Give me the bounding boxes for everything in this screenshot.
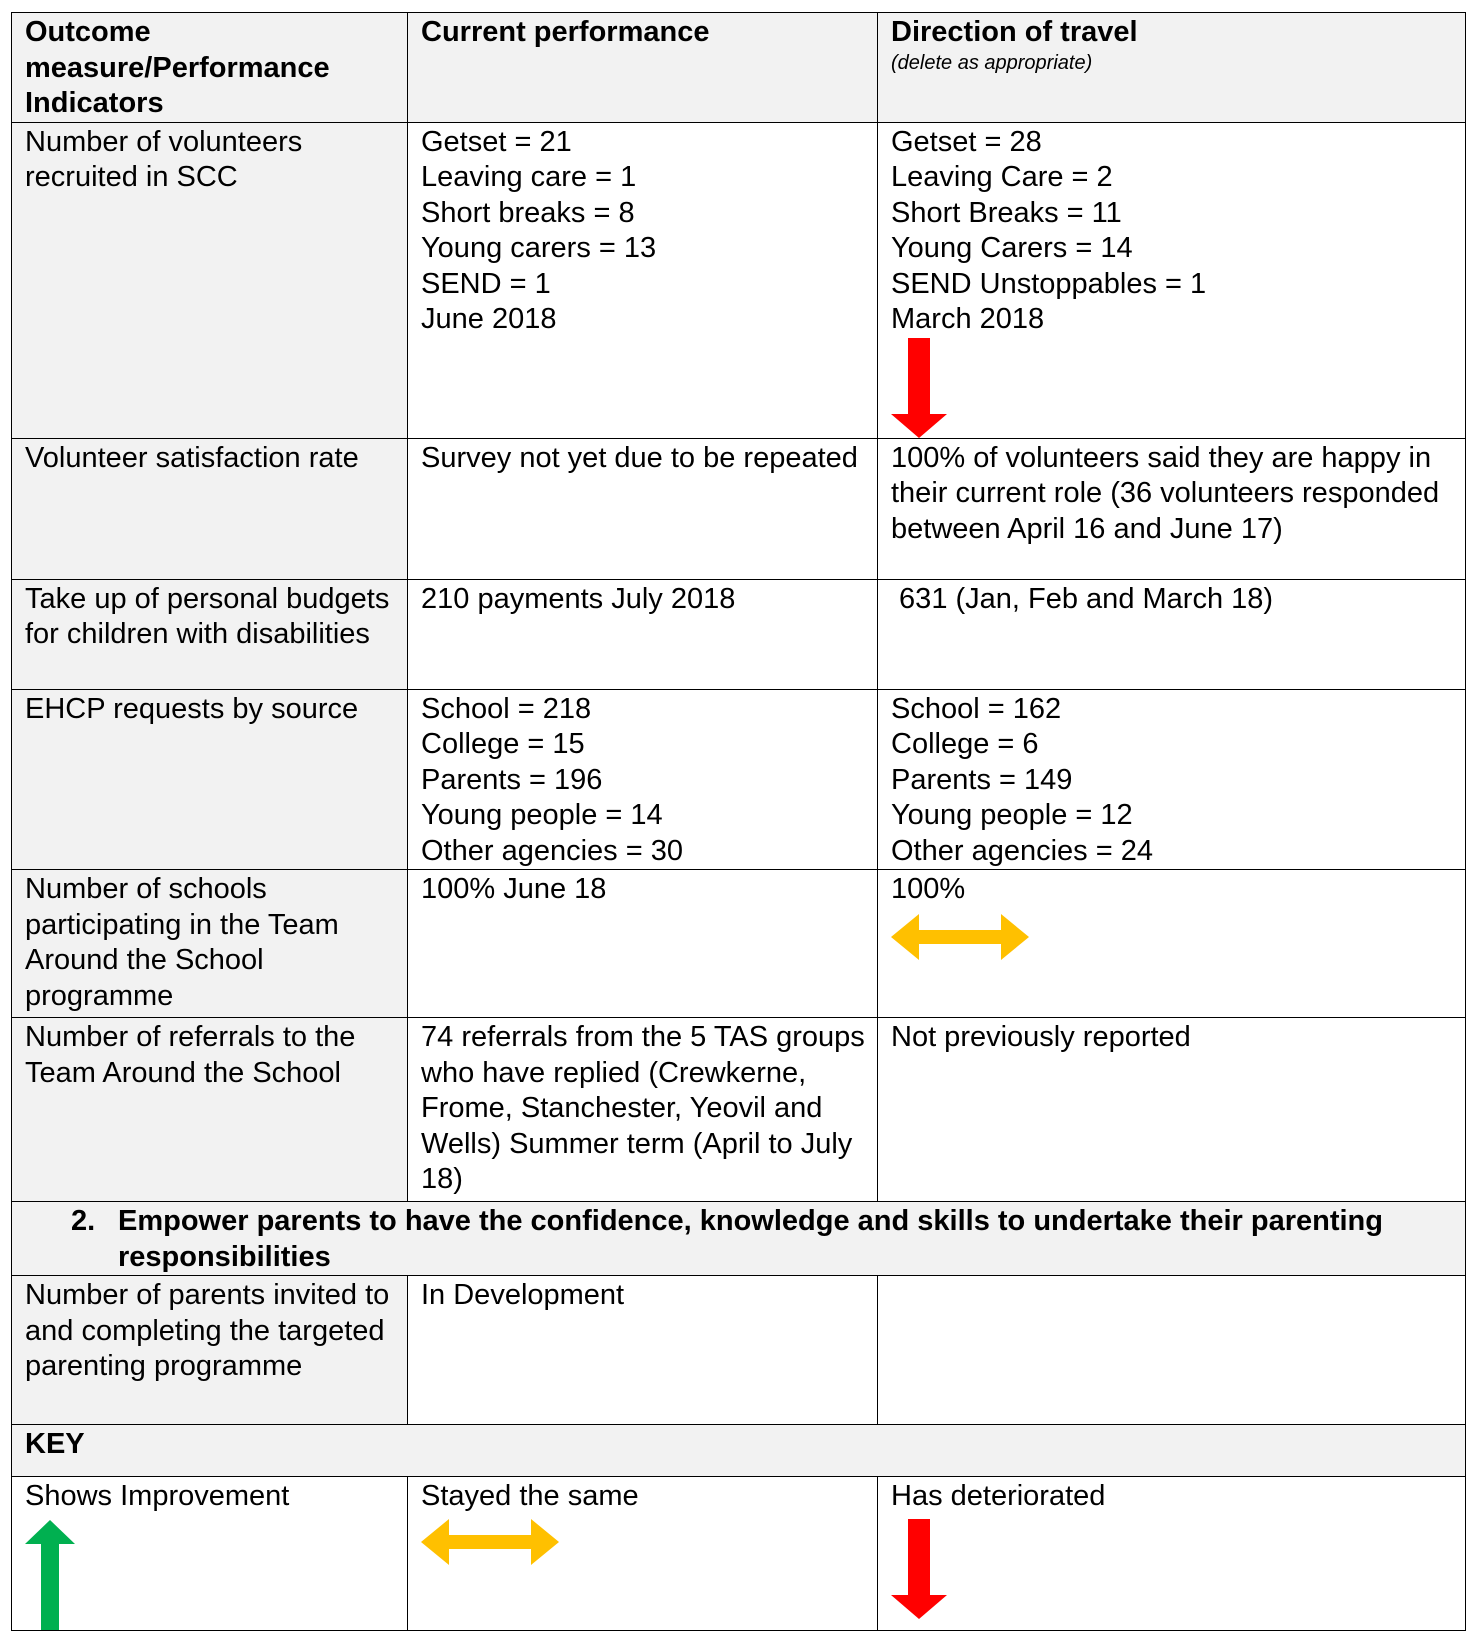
key-improvement-label: Shows Improvement bbox=[25, 1480, 290, 1512]
current-cell bbox=[408, 122, 878, 438]
key-deteriorated-cell bbox=[878, 1477, 1466, 1631]
direction-line: Short Breaks = 11 bbox=[891, 196, 1122, 229]
current-line: Other agencies = 30 bbox=[421, 834, 683, 867]
direction-cell bbox=[878, 122, 1466, 438]
current-line: June 2018 bbox=[421, 303, 557, 335]
key-same-label: Stayed the same bbox=[421, 1480, 639, 1512]
section-heading-row bbox=[12, 1202, 1466, 1276]
direction-line: Leaving Care = 2 bbox=[891, 161, 1113, 193]
direction-cell bbox=[878, 1276, 1466, 1425]
header-direction-of-travel: Direction of travel (delete as appropriate) bbox=[878, 13, 1466, 123]
direction-cell: 100% of volunteers said they are happy in their current role (36 volunteers responded between April 16 and June 17) bbox=[878, 438, 1466, 579]
direction-cell: Not previously reported bbox=[878, 1018, 1466, 1202]
amber-double-arrow-icon bbox=[421, 1519, 559, 1565]
direction-line: SEND Unstoppables = 1 bbox=[891, 267, 1207, 300]
current-line: SEND = 1 bbox=[421, 267, 551, 300]
current-line: Parents = 196 bbox=[421, 763, 603, 796]
current-line: Getset = 21 bbox=[421, 125, 572, 158]
table-row bbox=[12, 1018, 1466, 1202]
table-row bbox=[12, 438, 1466, 579]
measure-cell: Number of parents invited to and completing the targeted parenting programme bbox=[12, 1276, 408, 1425]
direction-line: March 2018 bbox=[891, 303, 1045, 335]
key-heading-row bbox=[12, 1425, 1466, 1477]
current-cell: 74 referrals from the 5 TAS groups who have replied (Crewkerne, Frome, Stanchester, Yeovil and Wells) Summer term (April to July 18) bbox=[408, 1018, 878, 1202]
table-row bbox=[12, 579, 1466, 689]
current-line: Short breaks = 8 bbox=[421, 196, 635, 229]
key-row bbox=[12, 1477, 1466, 1631]
direction-cell bbox=[878, 689, 1466, 870]
delete-note: (delete as appropriate) bbox=[891, 51, 1093, 74]
measure-cell: Number of schools participating in the Team Around the School programme bbox=[12, 870, 408, 1018]
direction-line: Getset = 28 bbox=[891, 125, 1042, 158]
measure-cell: Volunteer satisfaction rate bbox=[12, 438, 408, 579]
current-cell: 100% June 18 bbox=[408, 870, 878, 1018]
direction-line: School = 162 bbox=[891, 692, 1062, 725]
section-heading bbox=[12, 1202, 1466, 1276]
current-line: College = 15 bbox=[421, 728, 585, 760]
measure-cell: Number of referrals to the Team Around the School bbox=[12, 1018, 408, 1202]
key-improvement-cell bbox=[12, 1477, 408, 1631]
header-outcome-measure: Outcome measure/Performance Indicators bbox=[12, 13, 408, 123]
header-current-performance: Current performance bbox=[408, 13, 878, 123]
table-row bbox=[12, 1276, 1466, 1425]
direction-cell: 631 (Jan, Feb and March 18) bbox=[878, 579, 1466, 689]
direction-line: Young Carers = 14 bbox=[891, 232, 1133, 264]
current-line: Leaving care = 1 bbox=[421, 161, 637, 193]
current-cell: Survey not yet due to be repeated bbox=[408, 438, 878, 579]
red-down-arrow-icon bbox=[891, 1519, 947, 1619]
green-up-arrow-icon bbox=[25, 1520, 75, 1630]
current-cell bbox=[408, 689, 878, 870]
section-title: Empower parents to have the confidence, knowledge and skills to undertake their parenting responsibilities bbox=[118, 1205, 1383, 1273]
current-cell: In Development bbox=[408, 1276, 878, 1425]
section-number: 2. bbox=[71, 1205, 96, 1237]
red-down-arrow-icon bbox=[891, 338, 947, 438]
direction-line: College = 6 bbox=[891, 728, 1039, 760]
current-line: School = 218 bbox=[421, 692, 592, 725]
performance-table bbox=[11, 12, 1466, 1631]
direction-line: Parents = 149 bbox=[891, 763, 1073, 796]
amber-double-arrow-icon bbox=[891, 914, 1029, 960]
header-row bbox=[12, 13, 1466, 123]
measure-cell: Take up of personal budgets for children with disabilities bbox=[12, 579, 408, 689]
current-line: Young people = 14 bbox=[421, 799, 663, 831]
direction-line: Young people = 12 bbox=[891, 799, 1133, 831]
direction-cell: 100% bbox=[878, 870, 1466, 1018]
current-line: Young carers = 13 bbox=[421, 232, 657, 264]
key-heading: KEY bbox=[12, 1425, 1466, 1477]
key-deteriorated-label: Has deteriorated bbox=[891, 1480, 1106, 1512]
current-cell: 210 payments July 2018 bbox=[408, 579, 878, 689]
direction-line: Other agencies = 24 bbox=[891, 834, 1153, 867]
measure-cell: EHCP requests by source bbox=[12, 689, 408, 870]
measure-cell: Number of volunteers recruited in SCC bbox=[12, 122, 408, 438]
key-same-cell bbox=[408, 1477, 878, 1631]
table-row bbox=[12, 689, 1466, 870]
table-row bbox=[12, 122, 1466, 438]
table-row bbox=[12, 870, 1466, 1018]
